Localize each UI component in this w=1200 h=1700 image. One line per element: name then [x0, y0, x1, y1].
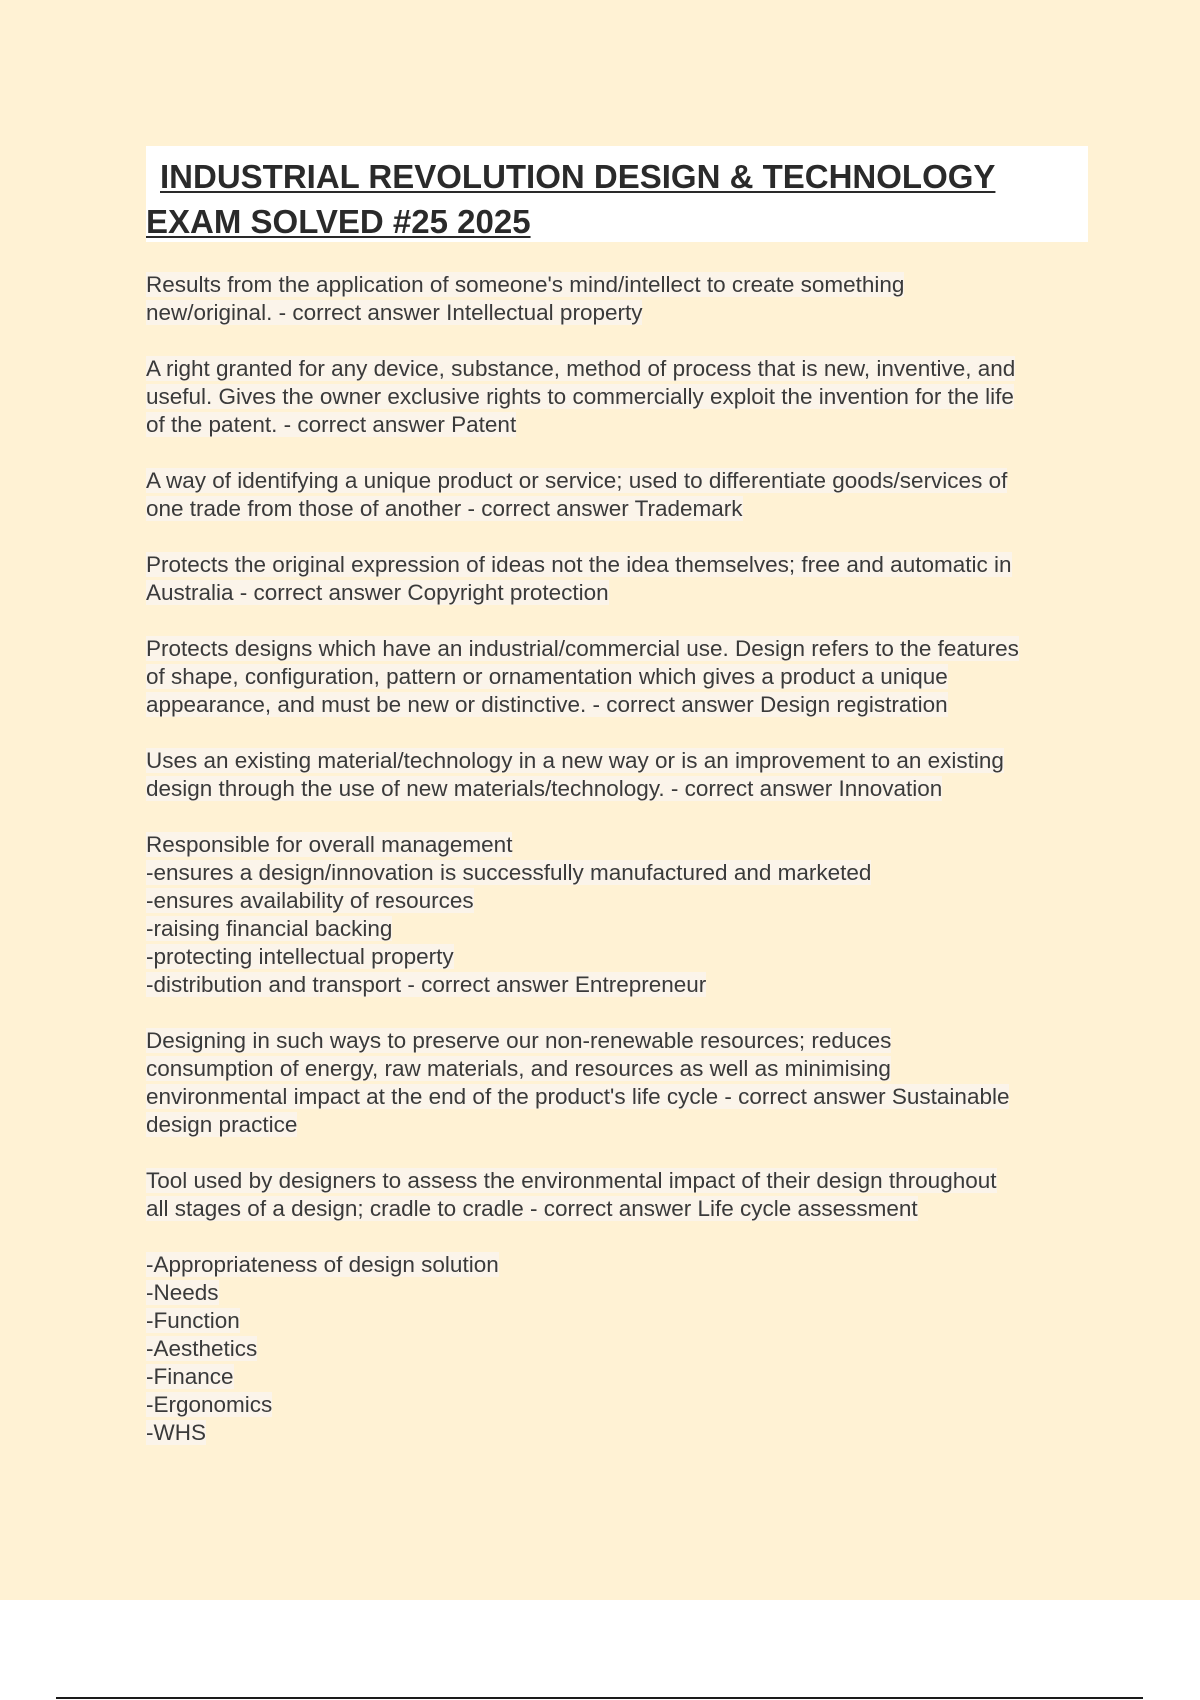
qa-line: [146, 1083, 1096, 1111]
qa-line: [146, 663, 1096, 691]
qa-entry: [146, 1027, 1096, 1139]
qa-line-text: -ensures a design/innovation is successfully manufactured and marketed: [146, 860, 872, 885]
qa-line-text: environmental impact at the end of the product's life cycle - correct answer Sustainable: [146, 1084, 1010, 1109]
qa-line: [146, 495, 1096, 523]
qa-entry: [146, 635, 1096, 719]
qa-line-text: -protecting intellectual property: [146, 944, 454, 969]
question-answer-list: [146, 271, 1096, 1475]
qa-line: [146, 1363, 1096, 1391]
qa-line-text: useful. Gives the owner exclusive rights to commercially exploit the invention for the life: [146, 384, 1014, 409]
qa-line-text: -Function: [146, 1308, 240, 1333]
document-title-line: EXAM SOLVED #25 2025: [146, 203, 531, 240]
qa-line: [146, 1391, 1096, 1419]
qa-line: [146, 1167, 1096, 1195]
qa-entry: [146, 271, 1096, 327]
qa-line: [146, 747, 1096, 775]
qa-line-text: Results from the application of someone's mind/intellect to create something: [146, 272, 905, 297]
qa-line: [146, 1055, 1096, 1083]
document-title-line: INDUSTRIAL REVOLUTION DESIGN & TECHNOLOGY: [160, 158, 996, 195]
qa-line-text: -Needs: [146, 1280, 219, 1305]
qa-line-text: Tool used by designers to assess the environmental impact of their design throughout: [146, 1168, 997, 1193]
qa-line: [146, 551, 1096, 579]
qa-line-text: consumption of energy, raw materials, and resources as well as minimising: [146, 1056, 891, 1081]
qa-line-text: Responsible for overall management: [146, 832, 513, 857]
qa-line: [146, 831, 1096, 859]
qa-line: [146, 635, 1096, 663]
qa-line-text: Protects designs which have an industrial/commercial use. Design refers to the features: [146, 636, 1019, 661]
qa-line: [146, 887, 1096, 915]
qa-line: [146, 299, 1096, 327]
qa-line-text: A right granted for any device, substance, method of process that is new, inventive, and: [146, 356, 1016, 381]
qa-line: [146, 467, 1096, 495]
qa-line-text: of shape, configuration, pattern or ornamentation which gives a product a unique: [146, 664, 948, 689]
qa-line-text: design practice: [146, 1112, 298, 1137]
qa-line-text: -Appropriateness of design solution: [146, 1252, 499, 1277]
qa-line: [146, 1279, 1096, 1307]
qa-line: [146, 943, 1096, 971]
qa-entry: [146, 1167, 1096, 1223]
qa-entry: [146, 1251, 1096, 1447]
qa-line: [146, 691, 1096, 719]
qa-line-text: Protects the original expression of ideas not the idea themselves; free and automatic in: [146, 552, 1012, 577]
qa-entry: [146, 467, 1096, 523]
qa-line: [146, 915, 1096, 943]
qa-line: [146, 859, 1096, 887]
qa-line-text: design through the use of new materials/technology. - correct answer Innovation: [146, 776, 943, 801]
qa-line: [146, 579, 1096, 607]
qa-line: [146, 271, 1096, 299]
qa-entry: [146, 831, 1096, 999]
qa-entry: [146, 747, 1096, 803]
qa-line-text: one trade from those of another - correct answer Trademark: [146, 496, 743, 521]
page-divider: [56, 1697, 1143, 1699]
document-title: [146, 154, 1088, 244]
qa-line-text: Designing in such ways to preserve our non-renewable resources; reduces: [146, 1028, 892, 1053]
qa-line: [146, 1335, 1096, 1363]
qa-line-text: -Finance: [146, 1364, 234, 1389]
qa-line: [146, 1419, 1096, 1447]
qa-line-text: -WHS: [146, 1420, 206, 1445]
qa-line-text: -Ergonomics: [146, 1392, 273, 1417]
qa-entry: [146, 551, 1096, 607]
qa-line-text: -Aesthetics: [146, 1336, 258, 1361]
qa-line: [146, 1111, 1096, 1139]
qa-line-text: A way of identifying a unique product or service; used to differentiate goods/services of: [146, 468, 1008, 493]
qa-line-text: all stages of a design; cradle to cradle - correct answer Life cycle assessment: [146, 1196, 918, 1221]
qa-line-text: -distribution and transport - correct answer Entrepreneur: [146, 972, 707, 997]
qa-line: [146, 971, 1096, 999]
qa-line-text: -raising financial backing: [146, 916, 393, 941]
qa-line: [146, 1195, 1096, 1223]
qa-line-text: appearance, and must be new or distinctive. - correct answer Design registration: [146, 692, 948, 717]
qa-line-text: -ensures availability of resources: [146, 888, 474, 913]
qa-line: [146, 1307, 1096, 1335]
qa-line-text: new/original. - correct answer Intellectual property: [146, 300, 643, 325]
qa-line: [146, 355, 1096, 383]
qa-line: [146, 1027, 1096, 1055]
qa-line-text: Uses an existing material/technology in a new way or is an improvement to an existing: [146, 748, 1004, 773]
qa-line: [146, 775, 1096, 803]
qa-line-text: of the patent. - correct answer Patent: [146, 412, 517, 437]
qa-entry: [146, 355, 1096, 439]
qa-line: [146, 383, 1096, 411]
qa-line-text: Australia - correct answer Copyright protection: [146, 580, 609, 605]
qa-line: [146, 411, 1096, 439]
qa-line: [146, 1251, 1096, 1279]
